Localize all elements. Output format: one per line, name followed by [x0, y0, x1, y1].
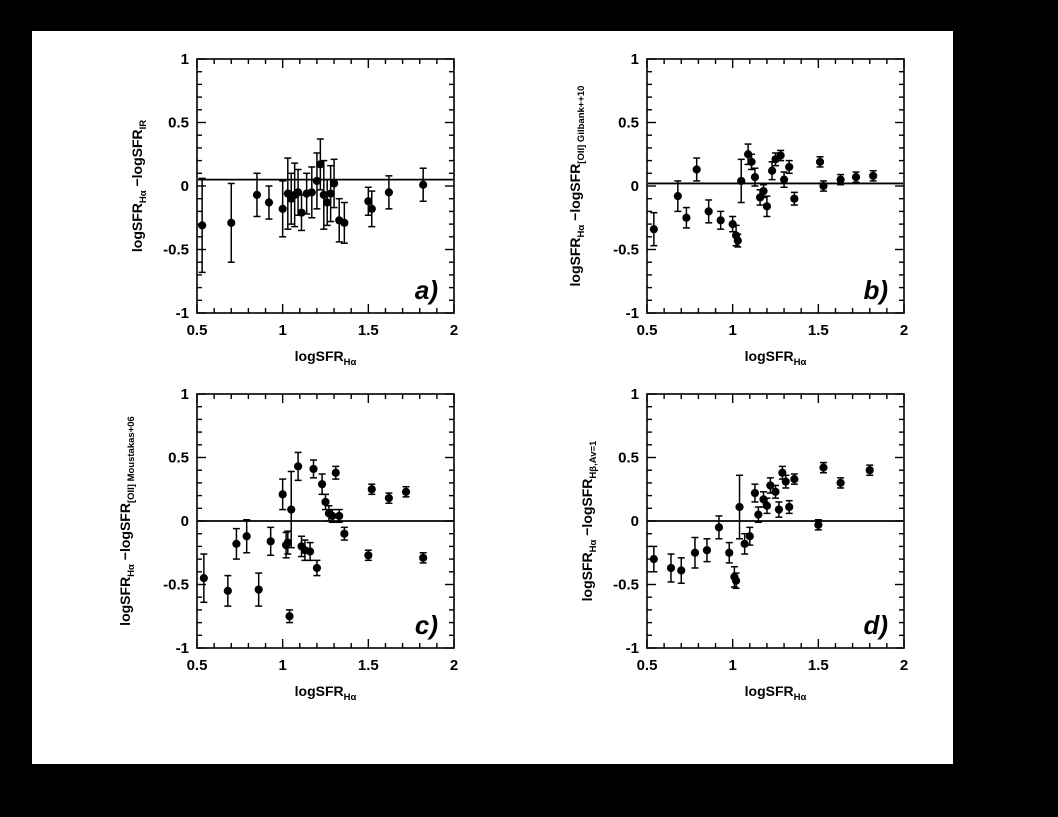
y-tick-label: 0 — [630, 178, 639, 195]
data-points — [198, 139, 427, 272]
y-tick-label: 0 — [630, 513, 639, 530]
data-points — [650, 144, 878, 247]
y-tick-label: 0.5 — [168, 449, 189, 467]
x-axis-title: logSFR$_{H\alpha}$ — [744, 683, 807, 701]
x-tick-label: 2 — [899, 657, 909, 674]
x-axis-title: logSFR$_{H\alpha}$ — [294, 683, 357, 701]
y-tick-label: -1 — [175, 640, 189, 657]
y-tick-label: 0.5 — [618, 114, 639, 132]
panel-a-plot — [92, 41, 472, 366]
panel-letter: c) — [414, 610, 438, 640]
y-tick-label: 1 — [630, 51, 639, 68]
y-tick-label: -1 — [625, 640, 639, 657]
panel-d — [542, 376, 922, 701]
panel-letter: b) — [863, 275, 888, 305]
x-tick-label: 0.5 — [186, 657, 208, 674]
x-axis-title: logSFR$_{H\alpha}$ — [294, 348, 357, 366]
y-axis-title: logSFR$_{H\alpha}$ −logSFR$_{[OII]}$ Gilbank++10 — [567, 85, 587, 287]
x-tick-label: 1.5 — [357, 657, 379, 674]
y-tick-label: 1 — [630, 386, 639, 403]
y-tick-label: 0.5 — [618, 449, 639, 467]
panel-d-plot — [542, 376, 922, 701]
y-axis-title: logSFR$_{H\alpha}$ −logSFR$_{[OII]}$ Moustakas+06 — [117, 416, 137, 626]
x-tick-label: 1.5 — [807, 322, 829, 339]
x-tick-label: 1 — [728, 657, 737, 674]
panel-c — [92, 376, 472, 701]
x-tick-label: 1 — [728, 322, 737, 339]
y-tick-label: -0.5 — [613, 241, 639, 259]
data-points — [650, 463, 874, 589]
x-tick-label: 2 — [449, 322, 459, 339]
panel-c-plot — [92, 376, 472, 701]
y-axis-title: logSFR$_{H\alpha}$ −logSFR$_{IR}$ — [129, 119, 149, 253]
y-tick-label: -1 — [175, 305, 189, 322]
panel-b — [542, 41, 922, 366]
x-tick-label: 2 — [449, 657, 459, 674]
y-tick-label: -0.5 — [163, 241, 189, 259]
y-tick-label: -0.5 — [163, 576, 189, 594]
y-tick-label: 1 — [180, 386, 189, 403]
x-axis-title: logSFR$_{H\alpha}$ — [744, 348, 807, 366]
figure-sheet — [32, 31, 953, 764]
data-points — [200, 452, 428, 622]
x-tick-label: 0.5 — [636, 322, 658, 339]
y-tick-label: 0 — [180, 513, 189, 530]
y-tick-label: 1 — [180, 51, 189, 68]
x-tick-label: 1 — [278, 657, 287, 674]
x-tick-label: 1.5 — [807, 657, 829, 674]
x-tick-label: 0.5 — [636, 657, 658, 674]
x-tick-label: 0.5 — [186, 322, 208, 339]
y-tick-label: 0.5 — [168, 114, 189, 132]
x-tick-label: 1.5 — [357, 322, 379, 339]
x-tick-label: 2 — [899, 322, 909, 339]
y-tick-label: 0 — [180, 178, 189, 195]
panel-letter: d) — [863, 610, 888, 640]
panel-b-plot — [542, 41, 922, 366]
x-tick-label: 1 — [278, 322, 287, 339]
y-tick-label: -1 — [625, 305, 639, 322]
panel-a — [92, 41, 472, 366]
y-tick-label: -0.5 — [613, 576, 639, 594]
panel-letter: a) — [414, 275, 438, 305]
y-axis-title: logSFR$_{H\alpha}$ −logSFR$_{H\beta,Av=1}$ — [579, 440, 599, 602]
